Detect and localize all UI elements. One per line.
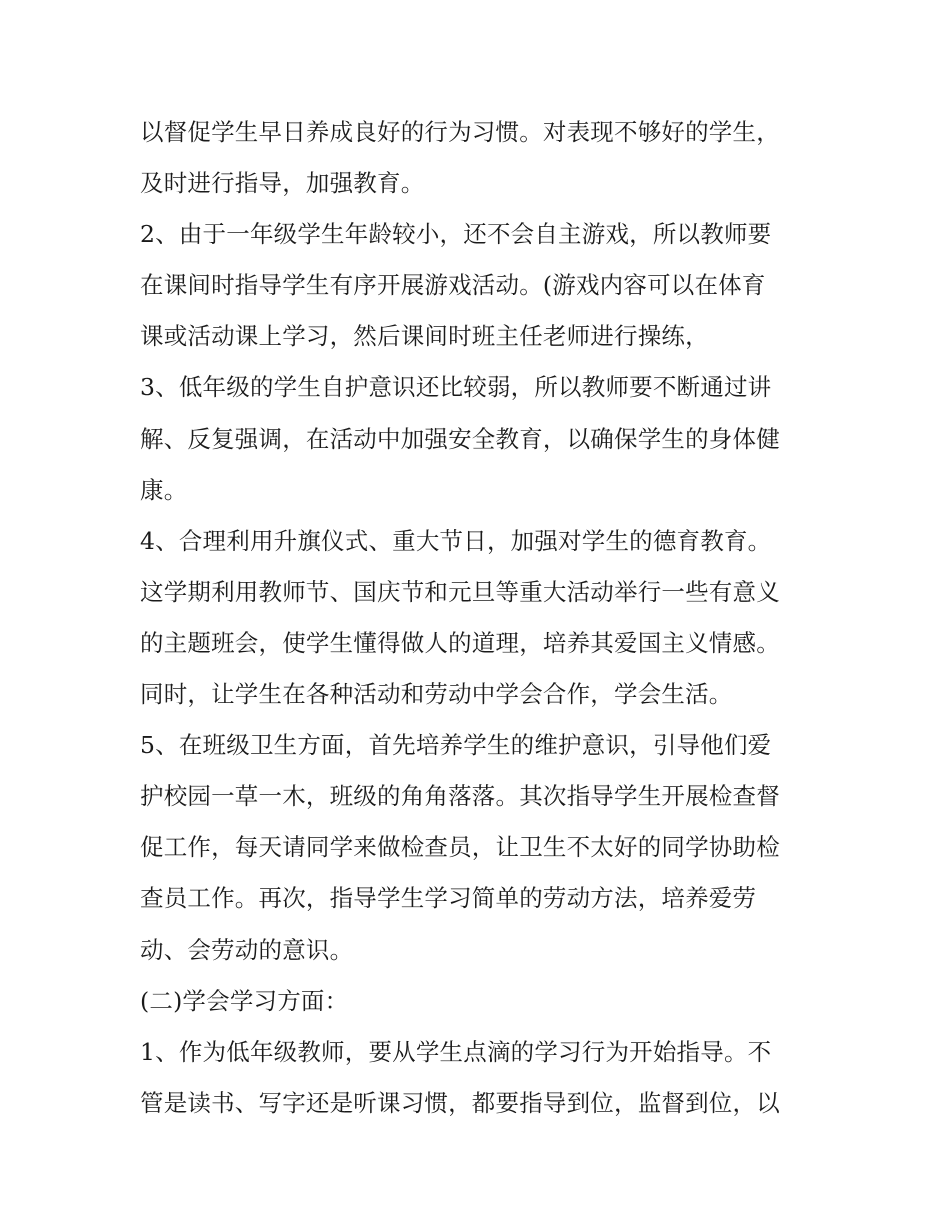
text-line-15: 促工作，每天请同学来做检查员，让卫生不太好的同学协助检 xyxy=(140,833,780,862)
body-text xyxy=(140,107,830,1129)
text-line-17: 动、会劳动的意识。 xyxy=(140,935,354,964)
text-line-6: 3、低年级的学生自护意识还比较弱，所以教师要不断通过讲 xyxy=(140,373,772,402)
text-line-7: 解、反复强调，在活动中加强安全教育，以确保学生的身体健 xyxy=(140,424,780,453)
text-line-13: 5、在班级卫生方面，首先培养学生的维护意识，引导他们爱 xyxy=(140,731,772,760)
text-line-16: 查员工作。再次，指导学生学习简单的劳动方法，培养爱劳 xyxy=(140,884,757,913)
text-line-9: 4、合理利用升旗仪式、重大节日，加强对学生的德育教育。 xyxy=(140,526,772,555)
text-line-10: 这学期利用教师节、国庆节和元旦等重大活动举行一些有意义 xyxy=(140,577,780,606)
text-line-2: 及时进行指导，加强教育。 xyxy=(140,169,425,198)
text-line-14: 护校园一草一木，班级的角角落落。其次指导学生开展检查督 xyxy=(140,782,780,811)
text-line-20: 管是读书、写字还是听课习惯，都要指导到位，监督到位，以 xyxy=(140,1088,780,1117)
text-line-1: 以督促学生早日养成良好的行为习惯。对表现不够好的学生， xyxy=(140,118,780,146)
text-line-18: (二)学会学习方面： xyxy=(140,986,349,1015)
text-line-12: 同时，让学生在各种活动和劳动中学会合作，学会生活。 xyxy=(140,680,733,709)
text-line-8: 康。 xyxy=(140,475,188,504)
text-line-3: 2、由于一年级学生年龄较小，还不会自主游戏，所以教师要 xyxy=(140,220,772,249)
text-line-19: 1、作为低年级教师，要从学生点滴的学习行为开始指导。不 xyxy=(140,1037,772,1066)
text-line-5: 课或活动课上学习，然后课间时班主任老师进行操练， xyxy=(140,322,709,351)
text-line-4: 在课间时指导学生有序开展游戏活动。(游戏内容可以在体育 xyxy=(140,271,766,300)
text-line-11: 的主题班会，使学生懂得做人的道理，培养其爱国主义情感。 xyxy=(140,628,780,657)
